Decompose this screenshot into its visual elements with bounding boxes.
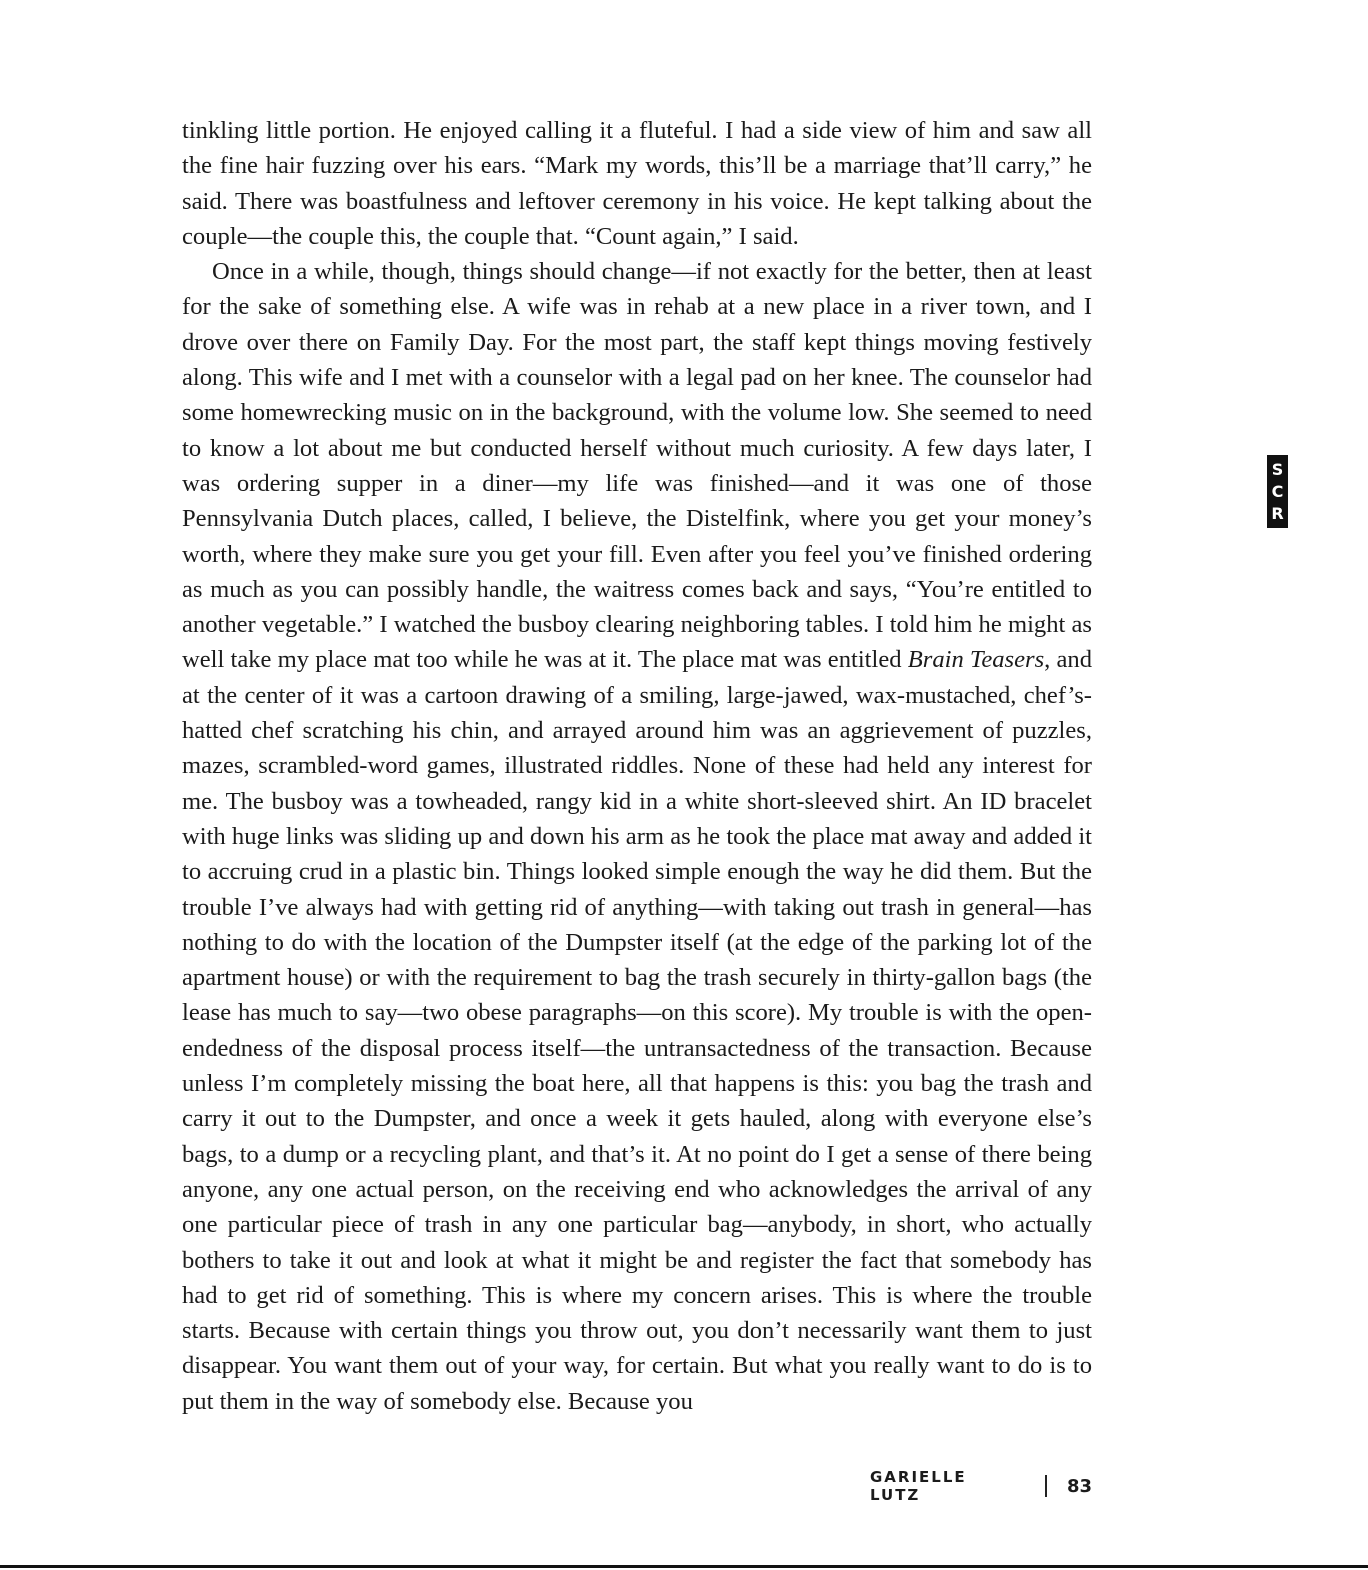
section-tab-badge [1267,455,1288,528]
section-tab-letter: C [1271,481,1284,501]
place-mat-title: Brain Teasers [907,646,1045,674]
footer-divider [1045,1475,1046,1497]
body-text [182,113,1092,1419]
page-footer [870,1468,1092,1504]
author-name: GARIELLE LUTZ [870,1468,967,1504]
paragraph-2-text-a: Once in a while, though, things should change—if not exactly for the better, then at least for the sake of something else. A wife was in rehab at a new place in a river town, and I drove over there on Family Day. For the most part, the staff kept things moving festively along. This wife and I met with a counselor with a legal pad on her knee. The counselor had some homewrecking music on in the background, with the volume low. She seemed to need to know a lot about me but conducted herself without much curiosity. A few days later, I was ordering supper in a diner—my life was finished—and it was one of those Pennsylvania Dutch places, called, I believe, the Distelfink, where you get your money’s worth, where they make sure you get your fill. Even after you feel you’ve finished ordering as much as you can possibly handle, the waitress comes back and says, “You’re entitled to another vegetable.” I watched the busboy clearing neighboring tables. I told him he might as well take my place mat too while he was at it. The place mat was entitled [182,258,1092,674]
paragraph-2 [182,254,1092,1419]
paragraph-2-text-b: , and at the center of it was a cartoon drawing of a smiling, large-jawed, wax-mustached, chef’s-hatted chef scratching his chin, and arrayed around him was an aggrievement of puzzles, mazes, scrambled-word games, illustrated riddles. None of these had held any interest for me. The busboy was a towheaded, rangy kid in a white short-sleeved shirt. An ID bracelet with huge links was sliding up and down his arm as he took the place mat away and added it to accruing crud in a plastic bin. Things looked simple enough the way he did them. But the trouble I’ve always had with getting rid of anything—with taking out trash in general—has nothing to do with the location of the Dumpster itself (at the edge of the parking lot of the apartment house) or with the requirement to bag the trash securely in thirty-gallon bags (the lease has much to say—two obese paragraphs—on this score). My trouble is with the open-endedness of the disposal process itself—the untransactedness of the transaction. Because unless I’m completely missing the boat here, all that happens is this: you bag the trash and carry it out to the Dumpster, and once a week it gets hauled, along with everyone else’s bags, to a dump or a recycling plant, and that’s it. At no point do I get a sense of there being anyone, any one actual person, on the receiving end who acknowledges the arrival of any one particular piece of trash in any one particular bag—anybody, in short, who actually bothers to take it out and look at what it might be and register the fact that somebody has had to get rid of something. This is where my concern arises. This is where the trouble starts. Because with certain things you throw out, you don’t necessarily want them to just disappear. You want them out of your way, for certain. But what you really want to do is to put them in the way of somebody else. Because you [182,646,1092,1415]
bottom-edge-line [0,1565,1368,1568]
paragraph-1: tinkling little portion. He enjoyed calling it a fluteful. I had a side view of him and saw all the fine hair fuzzing over his ears. “Mark my words, this’ll be a marriage that’ll carry,” he said. There was boastfulness and leftover ceremony in his voice. He kept talking about the couple—the couple this, the couple that. “Count again,” I said. [182,117,1092,250]
page-number: 83 [1066,1475,1092,1497]
section-tab-letter: S [1271,459,1284,479]
section-tab-letter: R [1271,503,1284,523]
